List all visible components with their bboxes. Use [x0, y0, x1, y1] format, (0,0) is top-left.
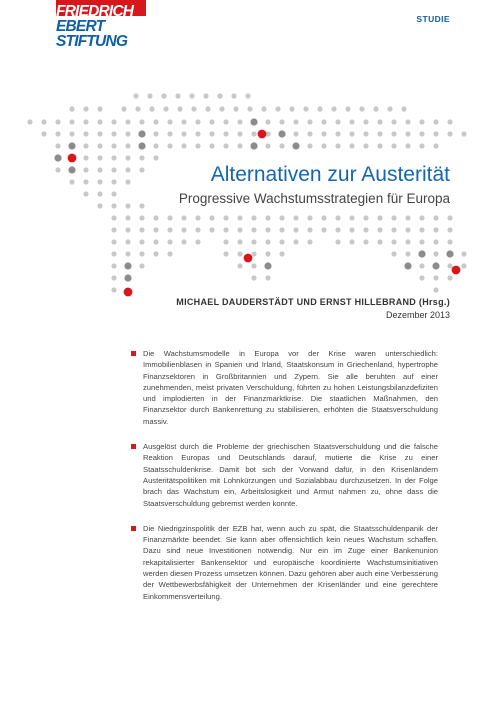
map-dot	[149, 106, 154, 111]
map-dot	[189, 93, 194, 98]
map-dot	[363, 239, 368, 244]
map-dot	[293, 239, 298, 244]
bullet-text: Die Wachstumsmodelle in Europa vor der Krise waren unterschiedlich: Immobilienblasen in Spanien und Irland, Staatskonsum in Griechenland, hypertrophe Finanzsektoren in Großbritannien und Zypern. Sie alle beruhten auf einer zunehmenden, meist privaten Verschuldung, führten zu hohen Leistungsbilanzdefiziten und implodierten in der Finanzmarktkrise. Die staatlichen Maßnahmen, den Finanzsektor durch Bankenrettung zu stabilisieren, erhöhten die Staatsverschuldung massiv.	[143, 349, 438, 426]
fes-logo	[56, 0, 146, 49]
map-dot	[335, 119, 340, 124]
map-dot	[111, 263, 116, 268]
map-dot	[153, 215, 158, 220]
map-dot	[237, 143, 242, 148]
map-dot	[401, 106, 406, 111]
logo-line-1: FRIEDRICH	[56, 3, 134, 20]
map-dot	[55, 143, 60, 148]
map-dot	[391, 239, 396, 244]
map-dot	[139, 155, 144, 160]
series-label: STUDIE	[416, 14, 450, 24]
map-dot	[161, 93, 166, 98]
map-dot	[175, 93, 180, 98]
map-dot	[447, 227, 452, 232]
map-dot	[279, 227, 284, 232]
map-dot	[391, 251, 396, 256]
map-dot	[111, 143, 116, 148]
map-dot	[97, 106, 102, 111]
map-dot	[124, 262, 131, 269]
map-dot	[223, 251, 228, 256]
map-dot	[278, 130, 285, 137]
map-dot	[125, 155, 130, 160]
document-title: Alternativen zur Austerität	[210, 163, 450, 186]
map-dot	[251, 263, 256, 268]
map-dot	[419, 239, 424, 244]
map-dot	[97, 191, 102, 196]
map-dot	[195, 143, 200, 148]
summary-bullet	[131, 523, 438, 602]
map-dot	[195, 119, 200, 124]
map-dot	[377, 215, 382, 220]
map-dot	[247, 106, 252, 111]
map-dot	[41, 119, 46, 124]
map-dot	[223, 131, 228, 136]
map-dot	[139, 203, 144, 208]
map-dot	[447, 263, 452, 268]
map-dot	[167, 143, 172, 148]
map-dot	[433, 119, 438, 124]
map-dot	[111, 287, 116, 292]
map-dot	[139, 251, 144, 256]
map-dot	[55, 119, 60, 124]
map-dot	[391, 119, 396, 124]
bullet-text: Die Niedrigzinspolitik der EZB hat, wenn auch zu spät, die Staatsschuldenpanik der Finanzmärkte beendet. Sie kann aber offensichtlich kein neues Wachstum schaffen. Dazu sind neue Investitionen notwendig. Nur ein im Zuge einer Bankenunion rekapitalisierter Bankensektor und europäische koordinierte Wachstumsinitiativen werden diesen Prozess umsetzen können. Dazu gehören aber auch eine Verbesserung der Wettbewerbsfähigkeit der Unternehmen der Krisenländer und eine gerechtere Einkommensverteilung.	[143, 523, 438, 601]
map-dot	[111, 227, 116, 232]
map-dot	[69, 179, 74, 184]
map-dot	[349, 131, 354, 136]
map-dot	[124, 274, 131, 281]
map-dot	[251, 215, 256, 220]
publication-date: Dezember 2013	[385, 310, 450, 320]
map-dot	[433, 143, 438, 148]
map-dot	[377, 131, 382, 136]
map-dot	[181, 239, 186, 244]
map-dot	[223, 119, 228, 124]
map-dot	[139, 119, 144, 124]
map-dot	[111, 275, 116, 280]
map-dot	[293, 227, 298, 232]
map-dot	[349, 215, 354, 220]
map-dot	[195, 239, 200, 244]
map-dot	[345, 106, 350, 111]
map-dot	[307, 119, 312, 124]
map-dot	[125, 179, 130, 184]
map-dot	[251, 239, 256, 244]
map-dot	[97, 119, 102, 124]
map-dot	[237, 131, 242, 136]
map-dot	[111, 167, 116, 172]
map-dot	[293, 119, 298, 124]
map-dot	[217, 93, 222, 98]
map-dot	[279, 143, 284, 148]
map-dot	[307, 239, 312, 244]
map-dot	[293, 131, 298, 136]
map-dot	[447, 131, 452, 136]
map-dot	[432, 262, 439, 269]
map-dot	[377, 227, 382, 232]
map-dot	[125, 131, 130, 136]
map-dot	[404, 262, 411, 269]
map-dot	[83, 191, 88, 196]
map-dot	[181, 143, 186, 148]
map-dot	[391, 227, 396, 232]
map-dot	[321, 143, 326, 148]
map-dot	[191, 106, 196, 111]
map-dot	[219, 106, 224, 111]
map-dot	[138, 130, 145, 137]
map-dot	[279, 251, 284, 256]
map-dot	[125, 227, 130, 232]
map-dot	[251, 275, 256, 280]
map-dot	[405, 239, 410, 244]
map-dot	[377, 119, 382, 124]
map-dot	[303, 106, 308, 111]
map-dot	[55, 131, 60, 136]
map-dot	[331, 106, 336, 111]
map-dot	[289, 106, 294, 111]
map-dot	[97, 203, 102, 208]
map-dot	[251, 251, 256, 256]
map-dot	[363, 143, 368, 148]
map-dot	[195, 215, 200, 220]
map-dot	[264, 262, 271, 269]
map-dot	[223, 143, 228, 148]
map-dot	[405, 251, 410, 256]
map-dot	[349, 239, 354, 244]
map-dot	[377, 239, 382, 244]
map-dot	[205, 106, 210, 111]
map-dot	[97, 167, 102, 172]
map-dot	[111, 239, 116, 244]
map-dot	[153, 119, 158, 124]
map-dot	[261, 106, 266, 111]
map-dot	[391, 131, 396, 136]
map-dot	[349, 119, 354, 124]
red-square-bullet-icon	[131, 526, 136, 531]
map-dot	[317, 106, 322, 111]
map-dot	[231, 93, 236, 98]
map-dot	[349, 143, 354, 148]
map-dot	[209, 131, 214, 136]
map-dot	[419, 215, 424, 220]
map-dot	[83, 106, 88, 111]
map-dot	[433, 131, 438, 136]
map-dot	[83, 119, 88, 124]
map-dot	[237, 239, 242, 244]
map-dot	[447, 275, 452, 280]
map-dot	[195, 227, 200, 232]
map-dot	[419, 131, 424, 136]
map-dot	[335, 143, 340, 148]
editors-line: MICHAEL DAUDERSTÄDT UND ERNST HILLEBRAND (Hrsg.)	[176, 297, 450, 307]
map-dot	[433, 275, 438, 280]
map-dot	[419, 119, 424, 124]
map-dot	[69, 131, 74, 136]
map-dot	[405, 119, 410, 124]
map-dot-highlight	[244, 254, 253, 263]
map-dot	[139, 215, 144, 220]
map-dot	[83, 167, 88, 172]
map-dot	[373, 106, 378, 111]
bullet-text: Ausgelöst durch die Probleme der griechischen Staatsverschuldung und die falsche Reaktion Europas und Deutschlands darauf, mutierte die Krise zu einer Staatsschuldenkrise. Damit bot sich der Vorwand dafür, in den Krisenländern Austeritätspolitiken mit Lohnkürzungen und Sozialabbau durchzusetzen. In der Folge brach das Wachstum ein, Arbeitslosigkeit und Armut nahmen zu, ohne dass die Staatsverschuldung gebremst werden konnte.	[143, 442, 438, 508]
map-dot	[265, 275, 270, 280]
map-dot	[237, 263, 242, 268]
map-dot	[111, 179, 116, 184]
map-dot	[391, 143, 396, 148]
map-dot	[111, 251, 116, 256]
map-dot	[163, 106, 168, 111]
map-dot	[265, 251, 270, 256]
map-dot	[27, 119, 32, 124]
map-dot	[265, 215, 270, 220]
map-dot	[153, 239, 158, 244]
map-dot	[111, 155, 116, 160]
map-dot	[321, 227, 326, 232]
map-dot	[181, 227, 186, 232]
map-dot	[139, 167, 144, 172]
map-dot	[111, 191, 116, 196]
map-dot	[138, 142, 145, 149]
map-dot	[125, 251, 130, 256]
map-dot	[447, 119, 452, 124]
map-dot	[349, 227, 354, 232]
document-subtitle: Progressive Wachstumsstrategien für Europa	[178, 191, 450, 206]
map-dot-highlight	[258, 130, 267, 139]
map-dot	[335, 227, 340, 232]
map-dot	[83, 155, 88, 160]
map-dot	[195, 131, 200, 136]
map-dot	[391, 215, 396, 220]
map-dot	[203, 93, 208, 98]
map-dot	[209, 119, 214, 124]
map-dot	[335, 239, 340, 244]
map-dot	[153, 131, 158, 136]
map-dot	[97, 179, 102, 184]
map-dot	[405, 131, 410, 136]
logo-line-3: STIFTUNG	[56, 33, 128, 50]
map-dot	[167, 131, 172, 136]
map-dot	[307, 131, 312, 136]
map-dot	[121, 106, 126, 111]
map-dot	[433, 251, 438, 256]
map-dot	[54, 154, 61, 161]
map-dot	[461, 251, 466, 256]
map-dot	[223, 215, 228, 220]
map-dot	[233, 106, 238, 111]
map-dot	[265, 239, 270, 244]
map-dot	[433, 227, 438, 232]
map-dot	[251, 227, 256, 232]
map-dot	[363, 119, 368, 124]
map-dot	[135, 106, 140, 111]
map-dot	[111, 215, 116, 220]
map-dot	[147, 93, 152, 98]
map-dot-highlight	[452, 266, 461, 275]
map-dot	[153, 251, 158, 256]
map-dot	[167, 227, 172, 232]
map-dot	[167, 215, 172, 220]
map-dot	[237, 251, 242, 256]
map-dot	[69, 119, 74, 124]
map-dot	[69, 106, 74, 111]
map-dot	[125, 215, 130, 220]
map-dot	[377, 143, 382, 148]
map-dot	[307, 143, 312, 148]
map-dot	[307, 215, 312, 220]
map-dot	[250, 118, 257, 125]
map-dot	[83, 179, 88, 184]
map-dot	[405, 215, 410, 220]
red-square-bullet-icon	[131, 351, 136, 356]
map-dot	[359, 106, 364, 111]
map-dot	[279, 215, 284, 220]
map-dot	[245, 93, 250, 98]
map-dot	[209, 215, 214, 220]
map-dot	[153, 227, 158, 232]
map-dot	[433, 239, 438, 244]
map-dot	[279, 119, 284, 124]
map-dot	[97, 131, 102, 136]
map-dot	[223, 239, 228, 244]
map-dot	[321, 119, 326, 124]
map-dot	[251, 131, 256, 136]
summary-bullet	[131, 348, 438, 427]
map-dot	[125, 239, 130, 244]
map-dot	[405, 143, 410, 148]
map-dot	[405, 227, 410, 232]
map-dot-highlight	[68, 154, 77, 163]
map-dot	[97, 155, 102, 160]
map-dot	[167, 239, 172, 244]
map-dot	[275, 106, 280, 111]
map-dot	[419, 143, 424, 148]
map-dot	[363, 215, 368, 220]
map-dot	[307, 227, 312, 232]
map-dot	[433, 287, 438, 292]
summary-bullets	[131, 348, 438, 616]
map-dot	[446, 250, 453, 257]
map-dot	[223, 227, 228, 232]
map-dot	[181, 215, 186, 220]
map-dot	[461, 131, 466, 136]
map-dot	[387, 106, 392, 111]
map-dot	[125, 167, 130, 172]
map-dot	[461, 263, 466, 268]
map-dot	[153, 155, 158, 160]
map-dot	[153, 143, 158, 148]
map-dot	[83, 131, 88, 136]
map-dot	[97, 143, 102, 148]
map-dot	[139, 227, 144, 232]
map-dot	[293, 215, 298, 220]
map-dot	[265, 119, 270, 124]
map-dot	[447, 215, 452, 220]
map-dot	[279, 239, 284, 244]
map-dot	[237, 119, 242, 124]
map-dot	[181, 119, 186, 124]
map-dot	[418, 250, 425, 257]
map-dot	[433, 215, 438, 220]
map-dot	[41, 131, 46, 136]
map-dot	[68, 166, 75, 173]
map-dot	[133, 93, 138, 98]
map-dot	[139, 263, 144, 268]
map-dot	[335, 215, 340, 220]
map-dot	[265, 143, 270, 148]
map-dot	[209, 143, 214, 148]
map-dot	[419, 263, 424, 268]
map-dot-highlight	[124, 288, 133, 297]
map-dot	[139, 239, 144, 244]
summary-bullet	[131, 441, 438, 509]
map-dot	[237, 215, 242, 220]
map-dot	[265, 227, 270, 232]
map-dot	[292, 142, 299, 149]
map-dot	[177, 106, 182, 111]
map-dot	[111, 131, 116, 136]
map-dot	[167, 119, 172, 124]
map-dot	[111, 203, 116, 208]
map-dot	[447, 239, 452, 244]
map-dot	[167, 251, 172, 256]
map-dot	[419, 227, 424, 232]
map-dot	[125, 119, 130, 124]
map-dot	[335, 131, 340, 136]
map-dot	[363, 131, 368, 136]
map-dot	[125, 203, 130, 208]
map-dot	[419, 275, 424, 280]
logo-line-2: EBERT	[56, 18, 105, 35]
map-dot	[68, 142, 75, 149]
map-dot	[83, 143, 88, 148]
map-dot	[363, 227, 368, 232]
red-square-bullet-icon	[131, 444, 136, 449]
map-dot	[111, 119, 116, 124]
map-dot	[250, 142, 257, 149]
map-dot	[321, 215, 326, 220]
map-dot	[321, 131, 326, 136]
map-dot	[181, 131, 186, 136]
map-dot	[209, 227, 214, 232]
map-dot	[125, 143, 130, 148]
map-dot	[55, 167, 60, 172]
map-dot	[237, 227, 242, 232]
